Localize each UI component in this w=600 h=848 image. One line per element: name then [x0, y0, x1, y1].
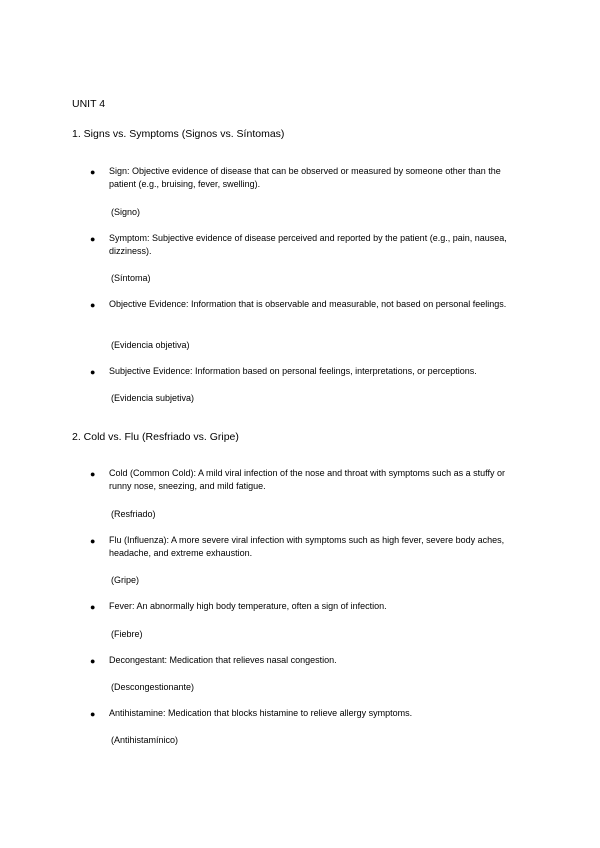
bullet-icon: ●: [90, 709, 96, 719]
term-cold: Cold (Common Cold): A mild viral infection of the nose and throat with symptoms such as a stuffy or runny nose, sneezing, and mild fatigue.: [109, 468, 506, 492]
translation-sign: (Signo): [111, 207, 141, 217]
term-objective-evidence: Objective Evidence: Information that is observable and measurable, not based on personal feelings.: [109, 299, 507, 309]
term-symptom: Symptom: Subjective evidence of disease perceived and reported by the patient (e.g., pain, nausea, dizziness).: [109, 233, 507, 257]
translation-antihistamine: (Antihistamínico): [111, 735, 179, 745]
term-subjective-evidence: Subjective Evidence: Information based on personal feelings, interpretations, or perceptions.: [109, 366, 477, 376]
bullet-icon: ●: [90, 656, 96, 666]
bullet-icon: ●: [90, 602, 96, 612]
term-fever: Fever: An abnormally high body temperature, often a sign of infection.: [109, 601, 387, 611]
translation-cold: (Resfriado): [111, 509, 156, 519]
bullet-icon: ●: [90, 367, 96, 377]
bullet-icon: ●: [90, 469, 96, 479]
bullet-icon: ●: [90, 300, 96, 310]
translation-fever: (Fiebre): [111, 629, 143, 639]
translation-subjective-evidence: (Evidencia subjetiva): [111, 393, 195, 403]
unit-title: UNIT 4: [72, 98, 106, 110]
bullet-icon: ●: [90, 536, 96, 546]
term-sign: Sign: Objective evidence of disease that can be observed or measured by someone other than the patient (e.g., bruising, fever, swelling).: [109, 166, 501, 190]
term-antihistamine: Antihistamine: Medication that blocks histamine to relieve allergy symptoms.: [109, 708, 413, 718]
term-flu: Flu (Influenza): A more severe viral infection with symptoms such as high fever, severe body aches, headache, and extreme exhaustion.: [109, 535, 505, 559]
translation-symptom: (Síntoma): [111, 273, 151, 283]
term-decongestant: Decongestant: Medication that relieves nasal congestion.: [109, 655, 337, 665]
bullet-icon: ●: [90, 234, 96, 244]
translation-flu: (Gripe): [111, 575, 140, 585]
section-heading-signs-symptoms: 1. Signs vs. Symptoms (Signos vs. Síntomas): [72, 128, 285, 140]
translation-decongestant: (Descongestionante): [111, 682, 195, 692]
section-heading-cold-flu: 2. Cold vs. Flu (Resfriado vs. Gripe): [72, 431, 239, 443]
translation-objective-evidence: (Evidencia objetiva): [111, 340, 190, 350]
bullet-icon: ●: [90, 167, 96, 177]
